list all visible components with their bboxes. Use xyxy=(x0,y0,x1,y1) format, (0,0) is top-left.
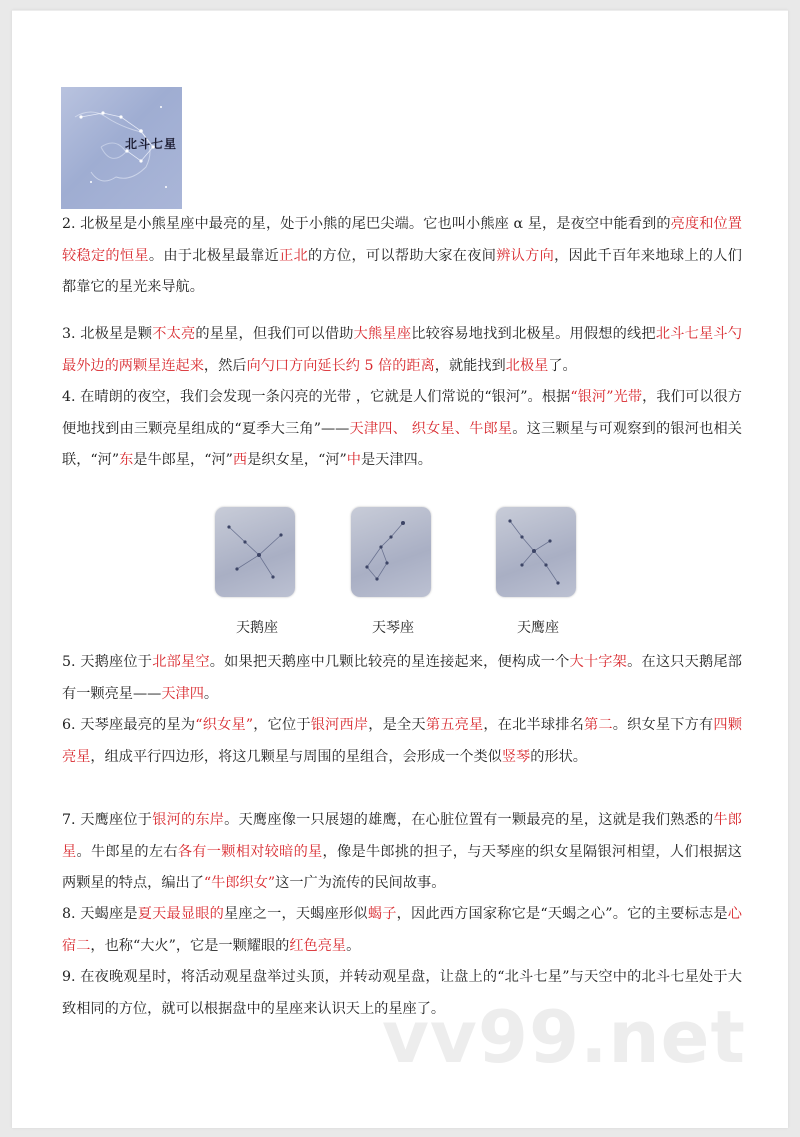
highlighted-text: 北斗七星斗勺最外边的两颗星连起来 xyxy=(62,326,742,374)
paragraph-8 xyxy=(62,899,742,962)
paragraph-text: 4. 在晴朗的夜空，我们会发现一条闪亮的光带 ，它就是人们常说的“银河”。根据 xyxy=(62,389,571,405)
paragraph-text: 星座之一，天蝎座形似 xyxy=(224,906,368,922)
paragraph-4 xyxy=(62,382,742,477)
highlighted-text: 西 xyxy=(232,452,248,468)
paragraph-text: 。由于北极星最靠近 xyxy=(148,247,280,264)
highlighted-text: 夏天最显眼的 xyxy=(137,906,225,922)
paragraph-text: ，然后 xyxy=(203,357,247,374)
highlighted-text: 中 xyxy=(346,452,361,468)
highlighted-text: 心宿二 xyxy=(62,906,742,954)
paragraph-2 xyxy=(62,209,742,304)
highlighted-text: 天津四、 织女星、牛郎星 xyxy=(349,420,513,437)
highlighted-text: 天津四 xyxy=(161,685,204,702)
paragraph-text: 。如果把天鹅座中几颗比较亮的星连接起来，便构成一个 xyxy=(209,654,570,670)
paragraph-text: ，组成平行四边形，将这几颗星与周围的星组合，会形成一个类似 xyxy=(90,748,502,765)
highlighted-text: 四颗亮星 xyxy=(62,717,742,765)
paragraph-text: ，是全天 xyxy=(368,717,426,733)
big-dipper-image xyxy=(61,87,182,209)
aquila-caption: 天鹰座 xyxy=(517,620,559,636)
paragraph-text: 8. 天蝎座是 xyxy=(62,906,138,922)
paragraph-text: 这一广为流传的民间故事。 xyxy=(275,875,446,891)
paragraph-text: 。织女星下方有 xyxy=(612,717,714,733)
highlighted-text: 蝎子 xyxy=(367,906,397,922)
paragraph-text: 。这三颗星与可观察到的银河也相关联，“河” xyxy=(62,420,742,468)
highlighted-text: “牛郎织女” xyxy=(203,875,276,891)
paragraph-text: 。天鹰座像一只展翅的雄鹰，在心脏位置有一颗最亮的星，这就是我们熟悉的 xyxy=(224,812,714,828)
highlighted-text: 正北 xyxy=(279,247,309,264)
highlighted-text: 北极星 xyxy=(505,357,549,374)
lyra-caption: 天琴座 xyxy=(372,620,414,636)
lyra-image xyxy=(351,507,431,597)
paragraph-text: 是牛郎星，“河” xyxy=(133,452,233,468)
paragraph-text: 的形状。 xyxy=(530,748,587,765)
paragraph-text: ，在北半球排名 xyxy=(483,717,584,733)
aquila-image xyxy=(496,507,576,597)
highlighted-text: 大十字架 xyxy=(569,654,628,670)
paragraph-text: 。牛郎星的左右 xyxy=(76,843,178,860)
paragraph-text: 3. 北极星是颗 xyxy=(62,326,153,342)
paragraph-text: ，我们可以很方便地找到由三颗亮星组成的“夏季大三角”—— xyxy=(62,389,742,437)
dipper-label: 北斗七星 xyxy=(125,137,178,151)
cygnus-caption: 天鹅座 xyxy=(236,620,278,636)
paragraph-text: 比较容易地找到北极星。用假想的线把 xyxy=(411,326,656,342)
paragraph-3 xyxy=(62,319,742,382)
highlighted-text: 东 xyxy=(119,452,134,468)
paragraph-text: 。在这只天鹅尾部有一颗亮星—— xyxy=(62,654,742,702)
highlighted-text: “织女星” xyxy=(195,717,254,733)
paragraph-5 xyxy=(62,647,742,710)
paragraph-text: 。 xyxy=(203,685,219,702)
paragraph-text: 是天津四。 xyxy=(360,452,432,468)
paragraph-text: ，因此西方国家称它是“天蝎之心”。它的主要标志是 xyxy=(396,906,728,922)
highlighted-text: 各有一颗相对较暗的星 xyxy=(177,843,323,860)
paragraph-text: ，它位于 xyxy=(253,717,311,733)
page-top-rule xyxy=(12,10,788,11)
aquila-figure xyxy=(496,507,580,636)
highlighted-text: 亮度和位置较稳定的恒星 xyxy=(62,216,742,264)
paragraph-text: 2. 北极星是小熊星座中最亮的星，处于小熊的尾巴尖端。它也叫小熊座 α 星，是夜空中能看到的 xyxy=(62,216,671,232)
paragraph-text: 。 xyxy=(346,937,361,954)
highlighted-text: 北部星空 xyxy=(152,654,210,670)
paragraph-text: ，就能找到 xyxy=(434,357,506,374)
cygnus-figure xyxy=(215,507,299,636)
paragraph-text: 6. 天琴座最亮的星为 xyxy=(62,717,196,733)
cygnus-image xyxy=(215,507,295,597)
paragraph-text: 7. 天鹰座位于 xyxy=(62,812,153,828)
highlighted-text: 牛郎星 xyxy=(62,812,742,860)
paragraph-text: 了。 xyxy=(548,357,577,374)
highlighted-text: 第五亮星 xyxy=(425,717,484,733)
highlighted-text: 银河西岸 xyxy=(310,717,369,733)
document-page xyxy=(12,10,788,1128)
paragraph-text: 的星星，但我们可以借助 xyxy=(195,326,354,342)
paragraph-text: ，像是牛郎挑的担子，与天琴座的织女星隔银河相望，人们根据这两颗星的特点，编出了 xyxy=(62,843,742,891)
constellation-figures xyxy=(12,507,788,647)
highlighted-text: 向勺口方向延长约 5 倍的距离 xyxy=(246,357,435,374)
paragraph-6 xyxy=(62,710,742,773)
paragraph-text: ，因此千百年来地球上的人们都靠它的星光来导航。 xyxy=(62,247,742,295)
paragraph-text: ，也称“大火”，它是一颗耀眼的 xyxy=(90,937,290,954)
paragraph-text: 是织女星，“河” xyxy=(247,452,347,468)
paragraph-7 xyxy=(62,805,742,900)
paragraph-text: 9. 在夜晚观星时，将活动观星盘举过头顶，并转动观星盘，让盘上的“北斗七星”与天空中的北斗七星处于大致相同的方位，就可以根据盘中的星座来认识天上的星座了。 xyxy=(62,969,742,1017)
highlighted-text: 银河的东岸 xyxy=(152,812,225,828)
highlighted-text: 辨认方向 xyxy=(496,247,555,264)
highlighted-text: 竖琴 xyxy=(501,748,531,765)
highlighted-text: 红色亮星 xyxy=(289,937,347,954)
paragraph-text: 的方位，可以帮助大家在夜间 xyxy=(308,247,497,264)
highlighted-text: “银河”光带 xyxy=(570,389,643,405)
highlighted-text: 第二 xyxy=(583,717,613,733)
lyra-figure xyxy=(351,507,435,636)
highlighted-text: 大熊星座 xyxy=(353,326,412,342)
highlighted-text: 不太亮 xyxy=(152,326,196,342)
paragraph-text: 5. 天鹅座位于 xyxy=(62,654,153,670)
watermark: vv99.net xyxy=(382,995,746,1079)
